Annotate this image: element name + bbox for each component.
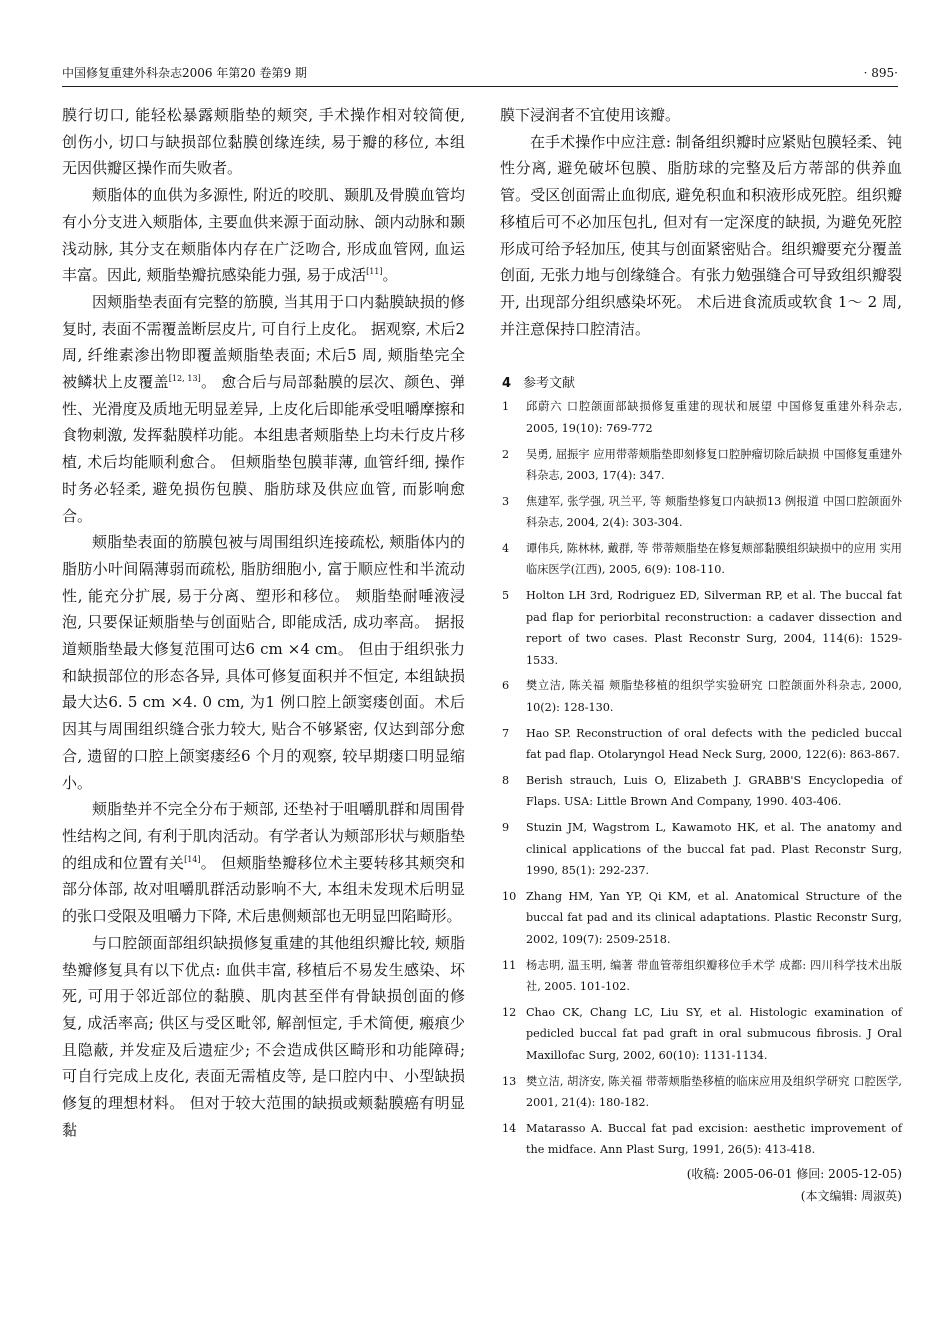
page-number: · 895· bbox=[863, 66, 898, 80]
reference-item: 9 Stuzin JM, Wagstrom L, Kawamoto HK, et al. The anatomy and clinical applications of the buccal fat pad. Plast Reconstr Surg, 1990, 85(1): 292-237. bbox=[502, 821, 902, 878]
reference-item: 6 樊立洁, 陈关福 颊脂垫移植的组织学实验研究 口腔颌面外科杂志, 2000, 10(2): 128-130. bbox=[502, 679, 902, 715]
reference-item: 1 邱蔚六 口腔颌面部缺损修复重建的现状和展望 中国修复重建外科杂志, 2005, 19(10): 769-772 bbox=[502, 400, 902, 435]
journal-title: 中国修复重建外科杂志2006 年第20 卷第9 期 bbox=[62, 66, 307, 80]
reference-item: 10 Zhang HM, Yan YP, Qi KM, et al. Anatomical Structure of the buccal fat pad and its clinical adaptations. Plastic Reconstr Surg, 2002, 109(7): 2509-2518. bbox=[502, 889, 902, 946]
reference-list bbox=[500, 396, 902, 1161]
received-dates: (收稿: 2005-06-01 修回: 2005-12-05) bbox=[686, 1166, 902, 1181]
editor-note: (本文编辑: 周淑英) bbox=[800, 1188, 902, 1203]
body-paragraph: 在手术操作中应注意: 制备组织瓣时应紧贴包膜轻柔、钝性分离, 避免破坏包膜、脂肪球的完整及后方蒂部的供养血管。受区创面需止血彻底, 避免积血和积液形成死腔。组织瓣移植后可不必加压包扎, 但对有一定深度的缺损, 为避免死腔形成可给予轻加压, 使其与创面紧密贴合。组织瓣要充分覆盖创面, 无张力地与创缘缝合。有张力勉强缝合可导致组织瓣裂开, 出现部分组织感染坏死。 术后进食流质或软食 1～ 2 周, 并注意保持口腔清洁。 bbox=[500, 132, 902, 338]
reference-item: 4 谭伟兵, 陈林林, 戴群, 等 带蒂颊脂垫在修复颊部黏膜组织缺损中的应用 实用临床医学(江西), 2005, 6(9): 108-110. bbox=[502, 541, 902, 577]
body-paragraph: 颊脂体的血供为多源性, 附近的咬肌、颞肌及骨膜血管均有小分支进入颊脂体, 主要血供来源于面动脉、颌内动脉和颞浅动脉, 其分支在颊脂体内存在广泛吻合, 形成血管网, 血运丰富。因此, 颊脂垫瓣抗感染能力强, 易于成活[11]。 bbox=[62, 186, 465, 285]
citation: [12, 13] bbox=[168, 374, 201, 384]
body-paragraph: 颊脂垫表面的筋膜包被与周围组织连接疏松, 颊脂体内的脂肪小叶间隔薄弱而疏松, 脂肪细胞小, 富于顺应性和半流动性, 能充分扩展, 易于分离、塑形和移位。 颊脂垫耐唾液浸泡, 只要保证颊脂垫与创面贴合, 即能成活, 成功率高。 据报道颊脂垫最大修复范围可达6 cm ×4 cm。 但由于组织张力和缺损部位的形态各异, 具体可修复面积并不恒定, 本组缺损最大达6. 5 cm ×4. 0 cm, 为1 例口腔上颌窦瘘创面。术后因其与周围组织缝合张力较大, 贴合不够紧密, 仅达到部分愈合, 遗留的口腔上颌窦瘘经6 个月的观察, 较早期瘘口明显缩小。 bbox=[62, 533, 465, 792]
body-paragraph: 因颊脂垫表面有完整的筋膜, 当其用于口内黏膜缺损的修复时, 表面不需覆盖断层皮片, 可自行上皮化。 据观察, 术后2 周, 纤维素渗出物即覆盖颊脂垫表面; 术后5 周, 颊脂垫完全被鳞状上皮覆盖[12, 13]。 愈合后与局部黏膜的层次、颜色、弹性、光滑度及质地无明显差异, 上皮化后即能承受咀嚼摩擦和食物刺激, 发挥黏膜样功能。本组患者颊脂垫上均未行皮片移植, 术后均能顺利愈合。 但颊脂垫包膜菲薄, 血管纤细, 操作时务必轻柔, 避免损伤包膜、脂肪球及供应血管, 而影响愈合。 bbox=[62, 292, 465, 525]
references-heading bbox=[502, 374, 902, 394]
reference-item: 7 Hao SP. Reconstruction of oral defects with the pedicled buccal fat pad flap. Otolaryngol Head Neck Surg, 2000, 122(6): 863-867. bbox=[502, 726, 902, 762]
right-column bbox=[500, 102, 902, 1207]
reference-item: 13 樊立洁, 胡济安, 陈关福 带蒂颊脂垫移植的临床应用及组织学研究 口腔医学, 2001, 21(4): 180-182. bbox=[502, 1074, 902, 1110]
reference-item: 5 Holton LH 3rd, Rodriguez ED, Silverman RP, et al. The buccal fat pad flap for periorbital reconstruction: a cadaver dissection and report of two cases. Plast Reconstr Surg, 2004, 114(6): 1529-1533. bbox=[502, 589, 902, 667]
section-number: 4 bbox=[502, 376, 512, 392]
body-paragraph: 与口腔颌面部组织缺损修复重建的其他组织瓣比较, 颊脂垫瓣修复具有以下优点: 血供丰富, 移植后不易发生感染、坏死, 可用于邻近部位的黏膜、肌肉甚至伴有骨缺损创面的修复, 成活率高; 供区与受区毗邻, 解剖恒定, 手术简便, 瘢痕少且隐蔽, 并发症及后遗症少; 不会造成供区畸形和功能障碍; 可自行完成上皮化, 表面无需植皮等, 是口腔内中、小型缺损修复的理想材料。 但对于较大范围的缺损或颊黏膜癌有明显黏 bbox=[62, 933, 465, 1139]
citation: [11] bbox=[366, 267, 383, 277]
section-title: 参考文献 bbox=[523, 376, 576, 392]
left-column bbox=[62, 102, 465, 1143]
reference-item: 8 Berish strauch, Luis O, Elizabeth J. GRABB'S Encyclopedia of Flaps. USA: Little Brown And Company, 1990. 403-406. bbox=[502, 773, 902, 809]
reference-item: 12 Chao CK, Chang LC, Liu SY, et al. Histologic examination of pedicled buccal fat pad graft in oral submucous fibrosis. J Oral Maxillofac Surg, 2002, 60(10): 1131-1134. bbox=[502, 1005, 902, 1062]
reference-item: 11 杨志明, 温玉明, 编著 带血管蒂组织瓣移位手术学 成都: 四川科学技术出版社, 2005. 101-102. bbox=[502, 958, 902, 994]
reference-item: 2 吴勇, 屈振宇 应用带蒂颊脂垫即刻修复口腔肿瘤切除后缺损 中国修复重建外科杂志, 2003, 17(4): 347. bbox=[502, 447, 902, 483]
reference-item: 14 Matarasso A. Buccal fat pad excision: aesthetic improvement of the midface. Ann Plast Surg, 1991, 26(5): 413-418. bbox=[502, 1121, 902, 1157]
running-header bbox=[62, 64, 898, 87]
body-paragraph: 膜行切口, 能轻松暴露颊脂垫的颊突, 手术操作相对较简便, 创伤小, 切口与缺损部位黏膜创缘连续, 易于瓣的移位, 本组无因供瓣区操作而失败者。 bbox=[62, 106, 465, 178]
citation: [14] bbox=[184, 854, 201, 864]
body-paragraph: 膜下浸润者不宜使用该瓣。 bbox=[500, 106, 681, 124]
body-paragraph: 颊脂垫并不完全分布于颊部, 还垫衬于咀嚼肌群和周围骨性结构之间, 有利于肌肉活动。有学者认为颊部形状与颊脂垫的组成和位置有关[14]。 但颊脂垫瓣移位术主要转移其颊突和部分体部, 故对咀嚼肌群活动影响不大, 本组未发现术后明显的张口受限及咀嚼力下降, 术后患侧颊部也无明显凹陷畸形。 bbox=[62, 800, 465, 926]
reference-item: 3 焦建军, 张学强, 巩兰平, 等 颊脂垫修复口内缺损13 例报道 中国口腔颌面外科杂志, 2004, 2(4): 303-304. bbox=[502, 494, 902, 530]
